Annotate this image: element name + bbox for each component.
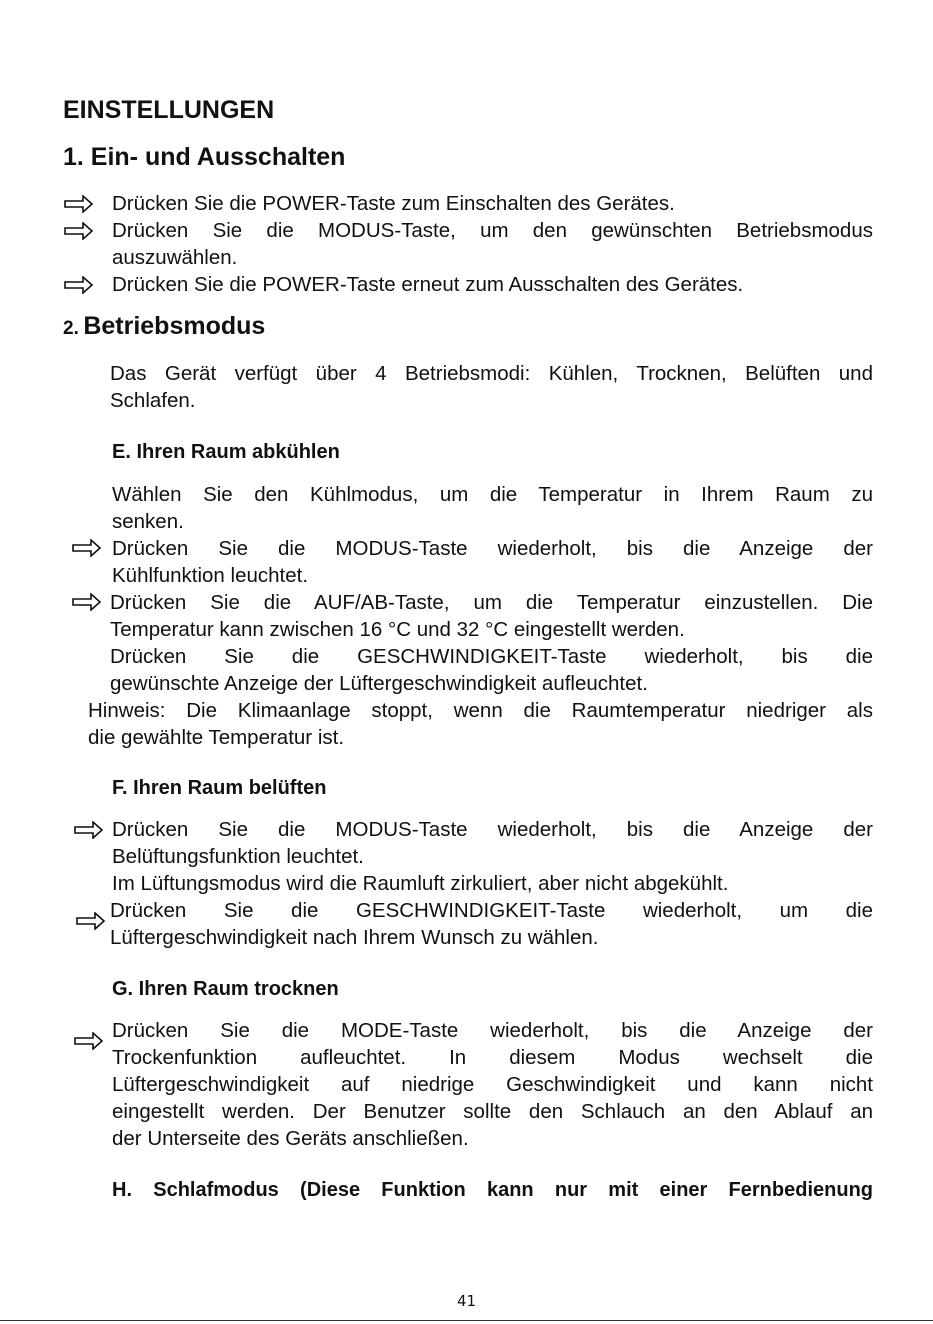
list-item: Drücken Sie die GESCHWINDIGKEIT-Taste wiederholt, um die — [110, 899, 873, 922]
section-title: Betriebsmodus — [83, 312, 266, 340]
list-item-cont: eingestellt werden. Der Benutzer sollte den Schlauch an den Ablauf an — [112, 1100, 873, 1123]
footer-divider — [0, 1320, 933, 1321]
list-item: Drücken Sie die MODE-Taste wiederholt, bis die Anzeige der — [112, 1019, 873, 1042]
section-heading-2 — [63, 312, 265, 341]
arrow-right-icon — [72, 539, 102, 557]
note-cont: die gewählte Temperatur ist. — [88, 726, 345, 749]
subsection-heading-e: E. Ihren Raum abkühlen — [112, 441, 340, 463]
list-item-cont: Belüftungsfunktion leuchtet. — [112, 845, 364, 868]
list-item-cont: Lüftergeschwindigkeit auf niedrige Geschwindigkeit und kann nicht — [112, 1073, 873, 1096]
list-item-cont: Trockenfunktion aufleuchtet. In diesem Modus wechselt die — [112, 1046, 873, 1069]
list-item: Drücken Sie die MODUS-Taste wiederholt, bis die Anzeige der — [112, 818, 873, 841]
list-item: Drücken Sie die MODUS-Taste wiederholt, bis die Anzeige der — [112, 537, 873, 560]
section-number: 2. — [63, 318, 79, 339]
subsection-heading-h: H. Schlafmodus (Diese Funktion kann nur mit einer Fernbedienung — [112, 1179, 873, 1201]
arrow-right-icon — [74, 821, 104, 839]
paragraph-cont: Schlafen. — [110, 389, 196, 412]
page-title: EINSTELLUNGEN — [63, 96, 275, 124]
paragraph-cont: gewünschte Anzeige der Lüftergeschwindigkeit aufleuchtet. — [110, 672, 648, 695]
list-item: Drücken Sie die POWER-Taste zum Einschalten des Gerätes. — [112, 192, 675, 215]
subsection-heading-f: F. Ihren Raum belüften — [112, 777, 327, 799]
arrow-right-icon — [74, 1032, 104, 1050]
paragraph: Wählen Sie den Kühlmodus, um die Temperatur in Ihrem Raum zu — [112, 483, 873, 506]
arrow-right-icon — [64, 222, 94, 240]
list-item-cont: Temperatur kann zwischen 16 °C und 32 °C eingestellt werden. — [110, 618, 685, 641]
section-heading-1: 1. Ein- und Ausschalten — [63, 143, 346, 171]
list-item: Drücken Sie die MODUS-Taste, um den gewünschten Betriebsmodus — [112, 219, 873, 242]
paragraph: Das Gerät verfügt über 4 Betriebsmodi: Kühlen, Trocknen, Belüften und — [110, 362, 873, 385]
list-item-cont: Kühlfunktion leuchtet. — [112, 564, 309, 587]
paragraph: Im Lüftungsmodus wird die Raumluft zirkuliert, aber nicht abgekühlt. — [112, 872, 729, 895]
list-item-cont: auszuwählen. — [112, 246, 238, 269]
list-item-cont: der Unterseite des Geräts anschließen. — [112, 1127, 469, 1150]
paragraph-cont: senken. — [112, 510, 184, 533]
note: Hinweis: Die Klimaanlage stoppt, wenn die Raumtemperatur niedriger als — [88, 699, 873, 722]
list-item: Drücken Sie die POWER-Taste erneut zum Ausschalten des Gerätes. — [112, 273, 744, 296]
arrow-right-icon — [64, 276, 94, 294]
arrow-right-icon — [72, 593, 102, 611]
subsection-heading-g: G. Ihren Raum trocknen — [112, 978, 339, 1000]
list-item-cont: Lüftergeschwindigkeit nach Ihrem Wunsch zu wählen. — [110, 926, 599, 949]
list-item: Drücken Sie die AUF/AB-Taste, um die Temperatur einzustellen. Die — [110, 591, 873, 614]
arrow-right-icon — [76, 912, 106, 930]
arrow-right-icon — [64, 195, 94, 213]
page-number: 41 — [456, 1292, 477, 1310]
paragraph: Drücken Sie die GESCHWINDIGKEIT-Taste wiederholt, bis die — [110, 645, 873, 668]
